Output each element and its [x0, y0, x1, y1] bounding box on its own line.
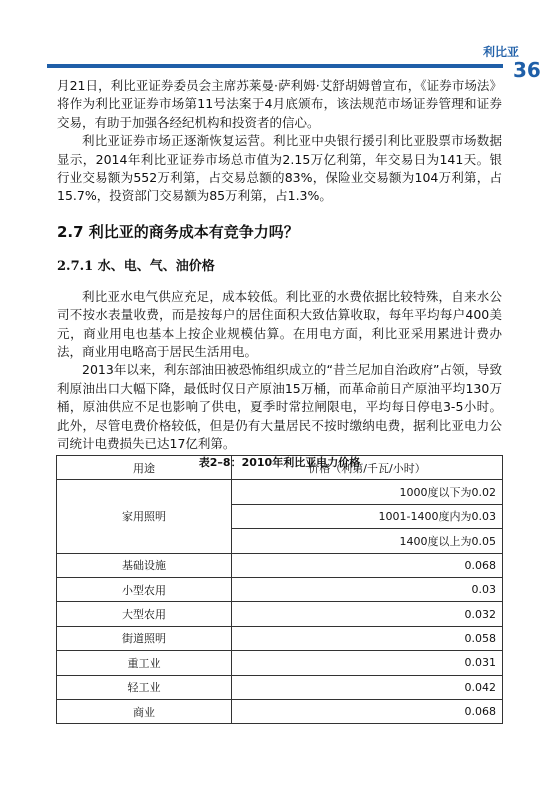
table-row [57, 675, 503, 699]
table-row [57, 626, 503, 650]
price-cell: 0.031 [232, 651, 503, 675]
price-cell: 0.042 [232, 675, 503, 699]
household-tier: 1400度以上为0.05 [232, 529, 503, 553]
price-cell: 0.03 [232, 577, 503, 601]
price-cell: 0.058 [232, 626, 503, 650]
header-use: 用途 [57, 456, 232, 480]
electricity-price-table [56, 455, 503, 724]
household-tier: 1000度以下为0.02 [232, 480, 503, 504]
paragraph-oil-supply: 2013年以来，利东部油田被恐怖组织成立的“昔兰尼加自治政府”占领，导致利原油出口大幅下降，最低时仅日产原油15万桶，而革命前日产原油平均130万桶，原油供应不足也影响了供电，夏季时常拉闸限电，平均每日停电3-5小时。此外，尽管电费价格较低，但是仍有大量居民不按时缴纳电费，据利比亚电力公司统计电费损失已达17亿利第。 [57, 362, 502, 452]
price-cell: 0.032 [232, 602, 503, 626]
page-number: 36 [513, 58, 541, 82]
running-header: 利比亚 [482, 45, 519, 59]
section-title: 2.7 利比亚的商务成本有竞争力吗？ [57, 222, 299, 241]
paragraph-securities-law: 月21日，利比亚证券委员会主席苏莱曼·萨利姆·艾舒胡姆曾宣布，《证券市场法》将作为利比亚证券市场第11号法案于4月底颁布，该法规范市场证券管理和证券交易，有助于加强各经纪机构和投资者的信心。 [57, 78, 502, 130]
header-price: 价格（利第/千瓦/小时） [232, 456, 503, 480]
paragraph-securities-market: 利比亚证券市场正逐渐恢复运营。利比亚中央银行援引利比亚股票市场数据显示，2014年利比亚证券市场总市值为2.15万亿利第，年交易日为141天。银行业交易额为552万利第，占交易总额的83%，保险业交易额为104万利第，占15.7%，投资部门交易额为85万利第，占1.3%。 [57, 133, 502, 204]
subsection-title: 2.7.1 水、电、气、油价格 [57, 258, 215, 274]
table-row [57, 602, 503, 626]
price-cell: 0.068 [232, 553, 503, 577]
table-row [57, 480, 503, 504]
page-body [57, 77, 502, 472]
table-caption: 表2–8：2010年利比亚电力价格 [198, 455, 361, 469]
table-header-row [57, 456, 503, 480]
use-cell: 小型农用 [57, 577, 232, 601]
use-cell: 商业 [57, 699, 232, 723]
table-row [57, 699, 503, 723]
price-cell: 0.068 [232, 699, 503, 723]
use-cell: 轻工业 [57, 675, 232, 699]
table-row [57, 651, 503, 675]
household-tier: 1001-1400度内为0.03 [232, 504, 503, 528]
use-cell: 大型农用 [57, 602, 232, 626]
paragraph-utilities: 利比亚水电气供应充足，成本较低。利比亚的水费依据比较特殊，自来水公司不按水表量收费，而是按每户的居住面积大致估算收取，每年平均每户400美元，商业用电也基本上按企业规模估算。在用电方面，利比亚采用累进计费办法，商业用电略高于居民生活用电。 [57, 288, 502, 360]
table-row [57, 553, 503, 577]
use-cell: 重工业 [57, 651, 232, 675]
use-household: 家用照明 [57, 480, 232, 553]
use-cell: 基础设施 [57, 553, 232, 577]
table-row [57, 577, 503, 601]
use-cell: 街道照明 [57, 626, 232, 650]
header-rule [47, 64, 503, 68]
